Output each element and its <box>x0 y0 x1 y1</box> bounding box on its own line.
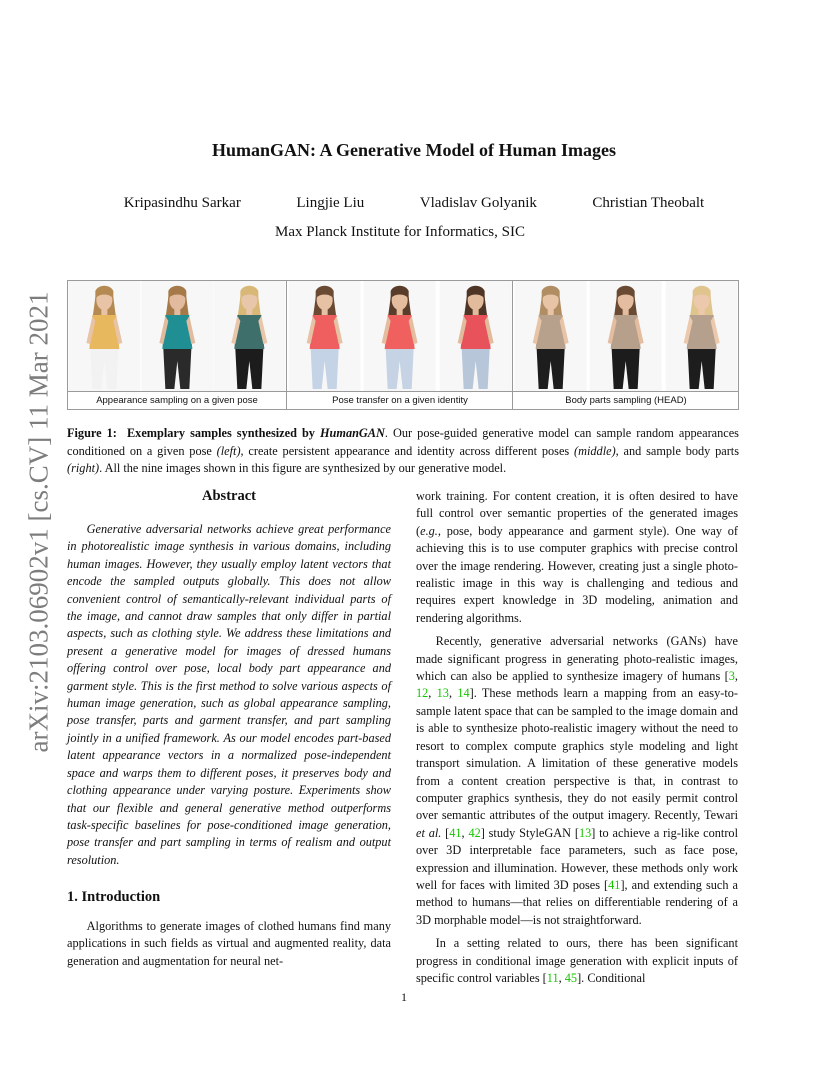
panel-caption: Body parts sampling (HEAD) <box>513 391 739 409</box>
panel-caption: Pose transfer on a given identity <box>287 391 513 409</box>
page-number: 1 <box>401 990 407 1004</box>
citation-link[interactable]: 41 <box>449 825 462 840</box>
text-run: pose, body appearance and garment style). One way of achieving this is to use computer graphics with precise control over the image rendering. However, creating just a single photo-realistic image in this way is challenging and tedious and requires expert knowledge in 3D modeling, animation and rendering algorithms. <box>416 523 738 625</box>
photo-row <box>287 281 513 391</box>
arxiv-stamp-text: arXiv:2103.06902v1 [cs.CV] 11 Mar 2021 <box>23 291 54 753</box>
figure-panel-pose-transfer <box>286 281 513 409</box>
citation-link[interactable]: 13 <box>436 686 449 701</box>
intro-text: Algorithms to generate images of clothed humans find many applications in such fields as virtual and augmented reality, data generation and augmentation for neural net- <box>67 919 391 968</box>
author: Christian Theobalt <box>592 195 705 211</box>
figure-caption-right: (right) <box>67 461 100 475</box>
text-run: ] to achieve a rig-like control over 3D interpretable face parameters, such as face pose, expression and illumination. However, these methods only work well for faces with limited 3D poses [ <box>416 825 738 892</box>
text-run: ] study StyleGAN [ <box>480 825 579 840</box>
text-run: , <box>734 669 738 684</box>
photo-row <box>68 281 286 391</box>
text-run: , <box>558 970 565 985</box>
figure-label: Figure 1: <box>67 426 117 440</box>
citation-link[interactable]: 11 <box>546 970 559 985</box>
abstract-body <box>67 521 391 869</box>
right-column <box>416 488 738 987</box>
figure-1 <box>67 280 739 410</box>
photo-row <box>513 281 739 391</box>
figure-caption <box>67 425 739 478</box>
person-photo <box>287 281 362 391</box>
figure-caption-left: (left) <box>216 443 241 458</box>
citation-link[interactable]: 12 <box>416 686 429 701</box>
author: Lingjie Liu <box>296 195 365 211</box>
citation-link[interactable]: 14 <box>457 686 470 701</box>
author: Vladislav Golyanik <box>419 195 537 211</box>
abstract-heading: Abstract <box>202 488 256 504</box>
person-photo <box>68 281 141 391</box>
intro-body <box>67 918 391 970</box>
person-photo <box>141 281 214 391</box>
section-heading: 1. Introduction <box>67 889 161 905</box>
figure-caption-lead: Exemplary samples synthesized by <box>126 426 320 440</box>
citation-link[interactable]: 42 <box>468 825 481 840</box>
paragraph <box>416 633 738 929</box>
text-run: ]. Conditional <box>577 970 646 985</box>
figure-caption-text: . Our pose-guided generative model can sample random appearances conditioned on a given pose <box>67 426 739 458</box>
paragraph <box>416 488 738 627</box>
figure-caption-middle: (middle) <box>574 443 616 458</box>
person-photo <box>362 281 437 391</box>
citation-link[interactable]: 45 <box>564 970 578 985</box>
paper-title: HumanGAN: A Generative Model of Human Images <box>212 140 616 160</box>
text-run: ]. These methods learn a mapping from an easy-to-sample latent space that can be sampled to the image domain and is able to synthesize photo-realistic imagery without the need to resort to complex compute graphics style modeling and light transport simulation. A limitation of these generative models from a content creation perspective is that, in contrast to computer graphics synthesis, they do not easily permit control over semantic attributes of the output imagery. Recently, Tewari <box>416 686 738 823</box>
figure-caption-text: , create persistent appearance and identity across different poses <box>240 443 574 458</box>
person-photo <box>664 281 739 391</box>
text-run: , <box>448 686 458 701</box>
person-photo <box>513 281 588 391</box>
text-run: , <box>428 686 437 701</box>
citation-link[interactable]: 13 <box>578 825 592 840</box>
abstract-text: Generative adversarial networks achieve great performance in photorealistic image synthesis in various domains, including human images. However, they usually employ latent vectors that encode the sampled outputs globally. This does not allow convenient control of semantically-relevant individual parts of the image, and cannot draw samples that only differ in partial aspects, such as clothing style. We address these limitations and present a generative model for images of dressed humans offering control over pose, local body part appearance and garment style. This is the first method to solve various aspects of human image generation, such as global appearance sampling, pose transfer, parts and garment transfer, and part sampling jointly in a unified framework. As our model encodes part-based latent appearance vectors in a normalized pose-independent space and warps them to different poses, it preserves body and clothing appearance under varying posture. Experiments show that our flexible and general generative method outperforms task-specific baselines for pose-conditioned image generation, pose transfer and part sampling in terms of realism and output resolution. <box>67 522 391 867</box>
panel-caption: Appearance sampling on a given pose <box>68 391 286 409</box>
text-run: et al. <box>416 825 442 840</box>
person-photo <box>438 281 513 391</box>
citation-link[interactable]: 41 <box>608 877 621 892</box>
figure-caption-text: , and sample body parts <box>615 443 739 458</box>
text-run: , <box>461 825 469 840</box>
paragraph <box>416 935 738 987</box>
arxiv-stamp <box>14 285 64 760</box>
text-run: Recently, generative adversarial networks (GANs) have made significant progress in generating photo-realistic images, which can also be applied to synthesize imagery of humans [ <box>416 634 738 684</box>
figure-panel-body-parts <box>512 281 739 409</box>
text-run: e.g., <box>420 523 441 538</box>
figure-panel-appearance <box>68 281 286 409</box>
citation-link[interactable]: 3 <box>728 669 735 684</box>
author-list <box>96 195 732 212</box>
figure-caption-model: HumanGAN <box>319 426 385 440</box>
text-run: [ <box>441 825 450 840</box>
person-photo <box>213 281 286 391</box>
person-photo <box>588 281 663 391</box>
author: Kripasindhu Sarkar <box>123 195 241 211</box>
text-run: ], and extending such a method to humans—that relies on differentiable rendering of a 3D morphable model—is not straightforward. <box>416 877 738 927</box>
affiliation: Max Planck Institute for Informatics, SIC <box>275 224 525 240</box>
figure-caption-text: . All the nine images shown in this figure are synthesized by our generative model. <box>99 461 507 475</box>
text-run: In a setting related to ours, there has been significant progress in conditional image generation with explicit inputs of specific control variables [ <box>416 936 738 985</box>
text-run: work training. For content creation, it is often desired to have full control over semantic properties of the generated images ( <box>416 489 738 538</box>
